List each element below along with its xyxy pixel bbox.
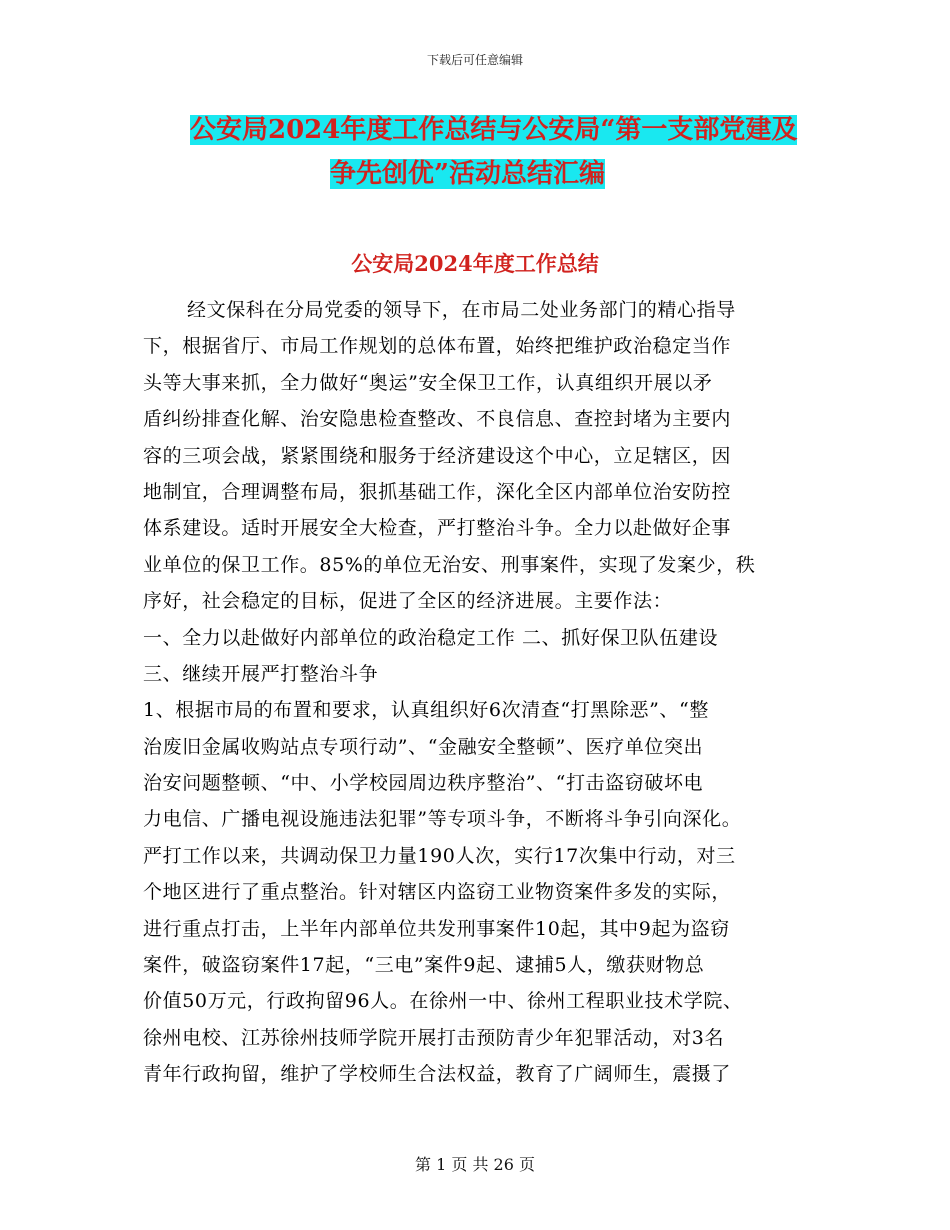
- body-line: 1、根据市局的布置和要求，认真组织好6次清查“打黑除恶”、“整: [143, 699, 709, 722]
- body-line: 徐州电校、江苏徐州技师学院开展打击预防青少年犯罪活动，对3名: [143, 1026, 725, 1049]
- body-line: 经文保科在分局党委的领导下，在市局二处业务部门的精心指导: [187, 299, 736, 321]
- body-line: 治废旧金属收购站点专项行动”、“金融安全整顿”、医疗单位突出: [143, 735, 704, 758]
- body-line: 力电信、广播电视设施违法犯罪”等专项斗争，不断将斗争引向深化。: [143, 808, 742, 831]
- body-line: 三、继续开展严打整治斗争: [143, 662, 379, 685]
- body-line: 一、全力以赴做好内部单位的政治稳定工作 二、抓好保卫队伍建设: [143, 626, 719, 649]
- section-title: 公安局2024年度工作总结: [351, 251, 599, 276]
- body-line: 地制宜，合理调整布局，狠抓基础工作，深化全区内部单位治安防控: [143, 480, 732, 503]
- body-line: 治安问题整顿、“中、小学校园周边秩序整治”、“打击盗窃破坏电: [143, 772, 704, 795]
- body-line: 青年行政拘留，维护了学校师生合法权益，教育了广阔师生，震摄了: [143, 1063, 732, 1086]
- page-number: 第 1 页 共 26 页: [415, 1155, 535, 1174]
- page-header-note: 下载后可任意编辑: [426, 53, 523, 67]
- body-line: 价值50万元，行政拘留96人。在徐州一中、徐州工程职业技术学院、: [143, 990, 743, 1013]
- body-line: 头等大事来抓，全力做好“奥运”安全保卫工作，认真组织开展以矛: [143, 371, 713, 394]
- body-line: 体系建设。适时开展安全大检查，严打整治斗争。全力以赴做好企事: [143, 517, 732, 540]
- body-line: 严打工作以来，共调动保卫力量190人次，实行17次集中行动，对三: [143, 844, 736, 867]
- body-line: 容的三项会战，紧紧围绕和服务于经济建设这个中心，立足辖区，因: [143, 444, 732, 467]
- document-title-line-2: 争先创优”活动总结汇编: [330, 159, 605, 189]
- body-line: 盾纠纷排查化解、治安隐患检查整改、不良信息、查控封堵为主要内: [143, 408, 732, 431]
- body-line: 案件，破盗窃案件17起，“三电”案件9起、逮捕5人，缴获财物总: [143, 954, 705, 977]
- body-line: 序好，社会稳定的目标，促进了全区的经济进展。主要作法：: [143, 590, 673, 613]
- body-line: 业单位的保卫工作。85%的单位无治安、刑事案件，实现了发案少，秩: [143, 553, 756, 576]
- body-line: 个地区进行了重点整治。针对辖区内盗窃工业物资案件多发的实际，: [143, 881, 732, 904]
- document-title: [140, 108, 810, 196]
- body-text: [143, 292, 808, 1093]
- body-line: 下，根据省厅、市局工作规划的总体布置，始终把维护政治稳定当作: [143, 335, 732, 358]
- body-line: 进行重点打击，上半年内部单位共发刑事案件10起，其中9起为盗窃: [143, 917, 730, 940]
- document-title-line-1: 公安局2024年度工作总结与公安局“第一支部党建及: [190, 115, 798, 145]
